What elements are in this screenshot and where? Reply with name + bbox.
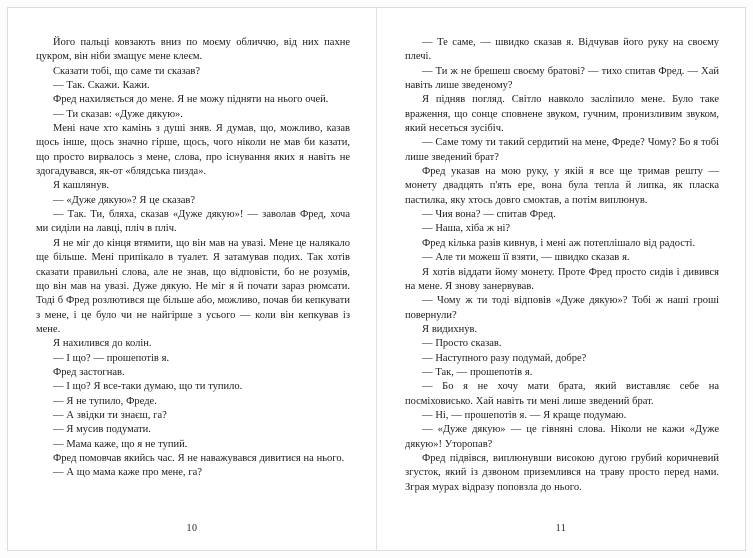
paragraph: Я підняв погляд. Світло навколо засліпило мене. Було таке враження, що сонце сповнене звуком, гучним, пронизливим звуком, який несеться зусібіч. [405, 94, 719, 135]
paragraph: — А що мама каже про мене, га? [53, 467, 202, 479]
paragraph: Я видихнув. [422, 323, 478, 335]
page-left-text [36, 36, 350, 481]
paragraph: — Ти ж не брешеш своєму братові? — тихо спитав Фред. — Хай навіть лише зведеному? [405, 65, 719, 92]
paragraph: Я не міг до кінця втямити, що він мав на увазі. Мене це налякало ще більше. Мені припікало в туалет. Я затамував подих. Так хотів сказати правильні слова, але не знав, що відповісти, бо не розумів, що він мав на увазі. Дуже дякую. Не міг я й почати зараз рюмсати. Тоді б Фред розлютився ще більше або, можливо, почав би кепкувати з мене, і це було чи не найгірше з усього — коли він кепкував із мене. [36, 237, 350, 335]
paragraph: Фред указав на мою руку, у якій я все ще тримав решту — монету двадцять п'ять ере, вона була тепла й липка, як пласка пастилка, яку хтось довго смоктав, а потім виплюнув. [405, 166, 719, 206]
paragraph: — Бо я не хочу мати брата, який виставляє себе на посміховисько. Хай навіть ти мені лише зведений брат. [405, 381, 719, 407]
paragraph: — «Дуже дякую»? Я це сказав? [53, 194, 196, 206]
paragraph: — Саме тому ти такий сердитий на мене, Фреде? Чому? Бо я тобі лише зведений брат? [405, 137, 719, 163]
paragraph: Я хотів віддати йому монету. Проте Фред просто сидів і дивився на мене. Я знову занервував. [405, 266, 719, 292]
paragraph: — Так, — прошепотів я. [422, 366, 533, 378]
paragraph: Фред підвівся, виплюнувши високою дугою грубий коричневий згусток, який із дзвоном приземлився на траву просто перед нами. Зграя мурах відразу поповзла до нього. [405, 452, 719, 493]
paragraph: — Я мусив подумати. [53, 424, 151, 436]
paragraph: — Ти сказав: «Дуже дякую». [53, 108, 183, 120]
paragraph: Я кашлянув. [53, 180, 110, 192]
paragraph: — Мама каже, що я не тупий. [53, 438, 188, 450]
page-right-text [405, 36, 719, 495]
paragraph: — І що? — прошепотів я. [53, 352, 170, 364]
paragraph: — Так. Скажи. Кажи. [53, 80, 150, 92]
paragraph: Фред нахиляється до мене. Я не можу підняти на нього очей. [53, 94, 329, 106]
paragraph: — Ні, — прошепотів я. — Я краще подумаю. [422, 409, 627, 421]
paragraph: — Чому ж ти тоді відповів «Дуже дякую»? Тобі ж наші гроші повернули? [405, 295, 719, 321]
paragraph: — Просто сказав. [422, 338, 502, 350]
paragraph: Сказати тобі, що саме ти сказав? [53, 65, 201, 77]
book-spread [7, 7, 746, 551]
paragraph: Я нахилився до колін. [53, 338, 152, 350]
paragraph: — Я не тупило, Фреде. [53, 395, 157, 407]
paragraph: — Так. Ти, бляха, сказав «Дуже дякую»! — заволав Фред, хоча ми сиділи на лавці, пліч в пліч. [36, 209, 350, 235]
paragraph: — А звідки ти знаєш, га? [53, 409, 167, 421]
paragraph: Фред кілька разів кивнув, і мені аж потеплішало від радості. [422, 237, 696, 249]
page-number-left: 10 [186, 523, 198, 534]
paragraph: — І що? Я все-таки думаю, що ти тупило. [53, 381, 243, 393]
paragraph: — Те саме, — швидко сказав я. Відчував його руку на своєму плечі. [405, 37, 719, 63]
paragraph: — Наступного разу подумай, добре? [422, 352, 587, 364]
paragraph: — Наша, хіба ж ні? [422, 223, 511, 235]
paragraph: Його пальці ковзають вниз по моєму обличчю, від них пахне цукром, він ніби змащує мене клеєм. [36, 37, 350, 63]
paragraph: Фред застогнав. [53, 366, 125, 378]
paragraph: — Але ти можеш її взяти, — швидко сказав я. [422, 252, 630, 264]
page-right [377, 8, 745, 550]
page-number-right: 11 [555, 523, 567, 534]
page-left [8, 8, 376, 550]
paragraph: — «Дуже дякую» — це гівняні слова. Ніколи не кажи «Дуже дякую»! Уторопав? [405, 424, 719, 450]
paragraph: — Чия вона? — спитав Фред. [422, 209, 556, 221]
paragraph: Фред помовчав якийсь час. Я не наважувався дивитися на нього. [53, 452, 345, 464]
paragraph: Мені наче хто камінь з душі зняв. Я думав, що, можливо, казав щось інше, щось значно гірше, щось, чого ніколи не мав би казати, що просто вирвалось з мене, слова, про існування яких я навіть не здогадувався, як-от «блядська пизда». [36, 123, 350, 178]
